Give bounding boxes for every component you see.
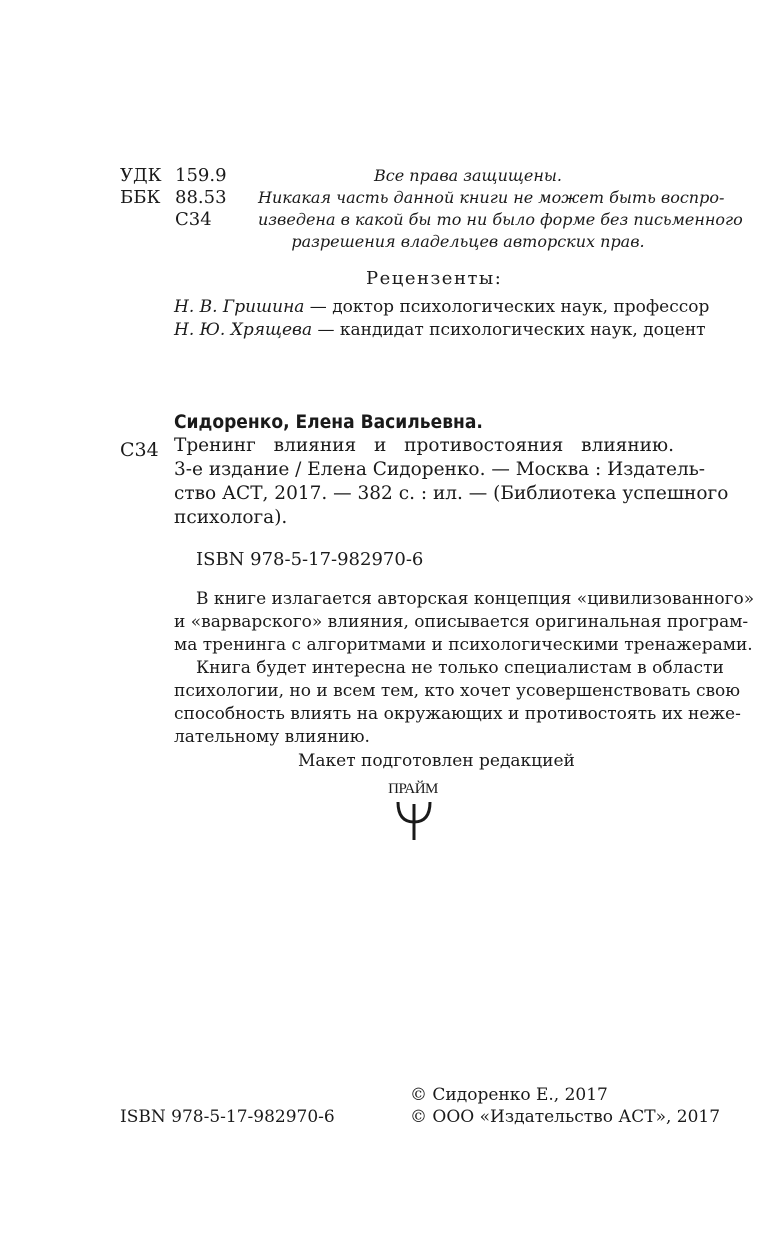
classification-label: ББК (120, 187, 161, 208)
publisher-logo-text: ПРАЙМ (388, 781, 438, 797)
annotation-line: Книга будет интересна не только специалистам в области (196, 658, 724, 678)
classification-value: 88.53 (175, 187, 227, 208)
udk-row (120, 165, 227, 187)
copyright-line: © Сидоренко Е., 2017 (410, 1085, 608, 1105)
author-mark-row (120, 209, 227, 231)
annotation-line: способность влиять на окружающих и противостоять их нежe- (174, 704, 741, 724)
classification-value: С34 (175, 209, 212, 230)
rights-notice (258, 165, 743, 253)
footer-isbn: ISBN 978-5-17-982970-6 (120, 1107, 335, 1127)
annotation-line: ма тренинга с алгоритмами и психологическими тренажерами. (174, 635, 753, 655)
entry-line: ство АСТ, 2017. — 382 с. : ил. — (Библиотека успешного (174, 483, 729, 504)
reviewers-title: Рецензенты: (366, 268, 503, 289)
rights-line: Никакая часть данной книги не может быть воспро- (258, 188, 725, 207)
entry-line: Тренинг влияния и противостояния влиянию. (174, 435, 674, 456)
annotation (174, 588, 755, 749)
psi-icon (394, 798, 434, 842)
classification-value: 159.9 (175, 165, 227, 186)
annotation-line: психологии, но и всем тем, кто хочет усовершенствовать свою (174, 681, 741, 701)
reviewer-desc: — кандидат психологических наук, доцент (312, 320, 706, 340)
copyright-line: © ООО «Издательство АСТ», 2017 (410, 1107, 721, 1127)
entry-line: 3-е издание / Елена Сидоренко. — Москва : Издатель- (174, 459, 706, 480)
entry-line: психолога). (174, 507, 288, 528)
entry-code: С34 (120, 439, 159, 461)
classification-label: УДК (120, 165, 162, 186)
reviewer-name: Н. В. Гришина (174, 297, 305, 317)
entry-isbn: ISBN 978-5-17-982970-6 (196, 549, 424, 570)
author-heading: Сидоренко, Елена Васильевна. (174, 411, 483, 433)
layout-note: Макет подготовлен редакцией (298, 751, 575, 771)
bbk-row (120, 187, 227, 209)
reviewer-desc: — доктор психологических наук, профессор (304, 297, 710, 317)
reviewer-name: Н. Ю. Хрящева (174, 320, 313, 340)
annotation-line: и «варварского» влияния, описывается оригинальная програм- (174, 612, 749, 632)
classification-codes (120, 165, 227, 231)
rights-line: изведена в какой бы то ни было форме без письменного (258, 210, 743, 229)
reviewer-line (174, 319, 706, 342)
rights-line: разрешения владельцев авторских прав. (291, 232, 645, 251)
reviewer-line (174, 296, 709, 319)
rights-line: Все права защищены. (373, 166, 563, 185)
annotation-line: лательному влиянию. (174, 727, 370, 747)
annotation-line: В книге излагается авторская концепция «цивилизованного» (196, 589, 755, 609)
classification-label (120, 209, 175, 231)
